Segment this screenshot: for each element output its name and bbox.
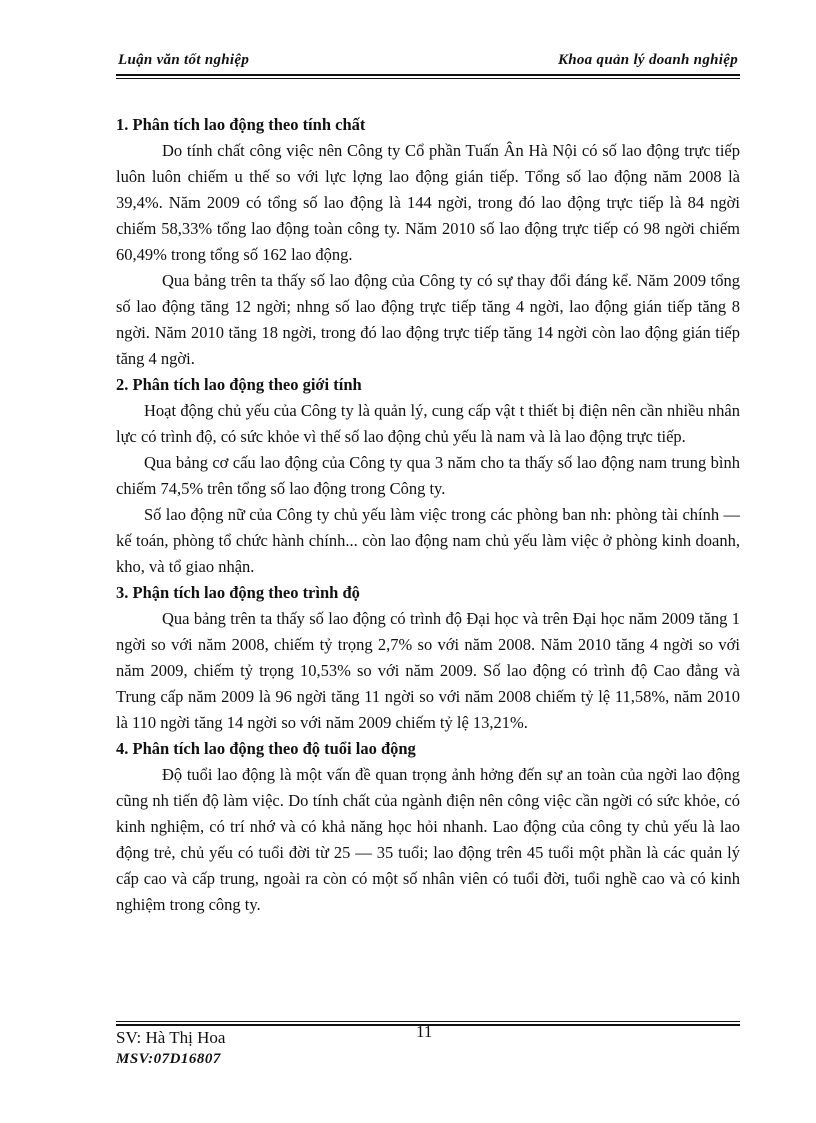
page-number: 11 xyxy=(416,1022,433,1041)
student-name: SV: Hà Thị Hoa xyxy=(116,1028,226,1047)
section-4-title: 4. Phân tích lao động theo độ tuổi lao động xyxy=(116,739,416,758)
section-2-paragraph: Hoạt động chủ yếu của Công ty là quản lý, cung cấp vật t thiết bị điện nên cần nhiều nhân lực có trình độ, có sức khỏe vì thế số lao động chủ yếu là nam và là lao động trực tiếp. xyxy=(116,401,740,446)
header-rule-thin xyxy=(116,78,740,79)
section-3-paragraph: Qua bảng trên ta thấy số lao động có trình độ Đại học và trên Đại học năm 2009 tăng 1 ngời so với năm 2008, chiếm tỷ trọng 2,7% so với năm 2008. Năm 2010 tăng 4 ngời so với năm 2009, chiếm tỷ trọng 10,53% so với năm 2009. Số lao động có trình độ Cao đẳng và Trung cấp năm 2009 là 96 ngời tăng 11 ngời so với năm 2008 chiếm tỷ lệ 11,58%, năm 2010 là 110 ngời tăng 14 ngời so với năm 2009 chiếm tỷ lệ 13,21%. xyxy=(116,609,740,732)
header-rule-thick xyxy=(116,74,740,76)
section-2-paragraph: Qua bảng cơ cấu lao động của Công ty qua 3 năm cho ta thấy số lao động nam trung bình chiếm 74,5% trên tổng số lao động trong Công ty. xyxy=(116,453,740,498)
section-1-title: 1. Phân tích lao động theo tính chất xyxy=(116,115,366,134)
page-header xyxy=(116,52,740,76)
section-1-paragraph: Qua bảng trên ta thấy số lao động của Công ty có sự thay đổi đáng kể. Năm 2009 tổng số lao động tăng 12 ngời; nhng số lao động trực tiếp tăng 4 ngời, lao động gián tiếp tăng 8 ngời. Năm 2010 tăng 18 ngời, trong đó lao động trực tiếp tăng 14 ngời còn lao động gián tiếp tăng 4 ngời. xyxy=(116,271,740,368)
section-3-title: 3. Phận tích lao động theo trình độ xyxy=(116,583,360,602)
section-1-paragraph: Do tính chất công việc nên Công ty Cổ phần Tuấn Ân Hà Nội có số lao động trực tiếp luôn luôn chiếm u thế so với lực lợng lao động gián tiếp. Tổng số lao động năm 2008 là 39,4%. Năm 2009 có tổng số lao động là 144 ngời, trong đó lao động trực tiếp là 84 ngời chiếm 58,33% tổng lao động toàn công ty. Năm 2010 số lao động trực tiếp có 98 ngời chiếm 60,49% trong tổng số 162 lao động. xyxy=(116,141,740,264)
section-2-title: 2. Phân tích lao động theo giới tính xyxy=(116,375,362,394)
section-2-paragraph: Số lao động nữ của Công ty chủ yếu làm việc trong các phòng ban nh: phòng tài chính — kế toán, phòng tổ chức hành chính... còn lao động nam chủ yếu làm việc ở phòng kinh doanh, kho, và tổ giao nhận. xyxy=(116,505,740,576)
header-faculty-label: Khoa quản lý doanh nghiệp xyxy=(557,52,738,68)
section-4-paragraph: Độ tuổi lao động là một vấn đề quan trọng ảnh hởng đến sự an toàn của ngời lao động cũng nh tiến độ làm việc. Do tính chất của ngành điện nên công việc cần ngời có sức khỏe, có kinh nghiệm, có trí nhớ và có khả năng học hỏi nhanh. Lao động của công ty chủ yếu là lao động trẻ, chủ yếu có tuổi đời từ 25 — 35 tuổi; lao động trên 45 tuổi một phần là các quản lý cấp cao và cấp trung, ngoài ra còn có một số nhân viên có tuổi đời, tuổi nghề cao và có kinh nghiệm trong công ty. xyxy=(116,765,740,914)
document-body xyxy=(116,112,740,918)
student-id: MSV:07D16807 xyxy=(116,1051,221,1067)
header-thesis-label: Luận văn tốt nghiệp xyxy=(118,52,250,68)
